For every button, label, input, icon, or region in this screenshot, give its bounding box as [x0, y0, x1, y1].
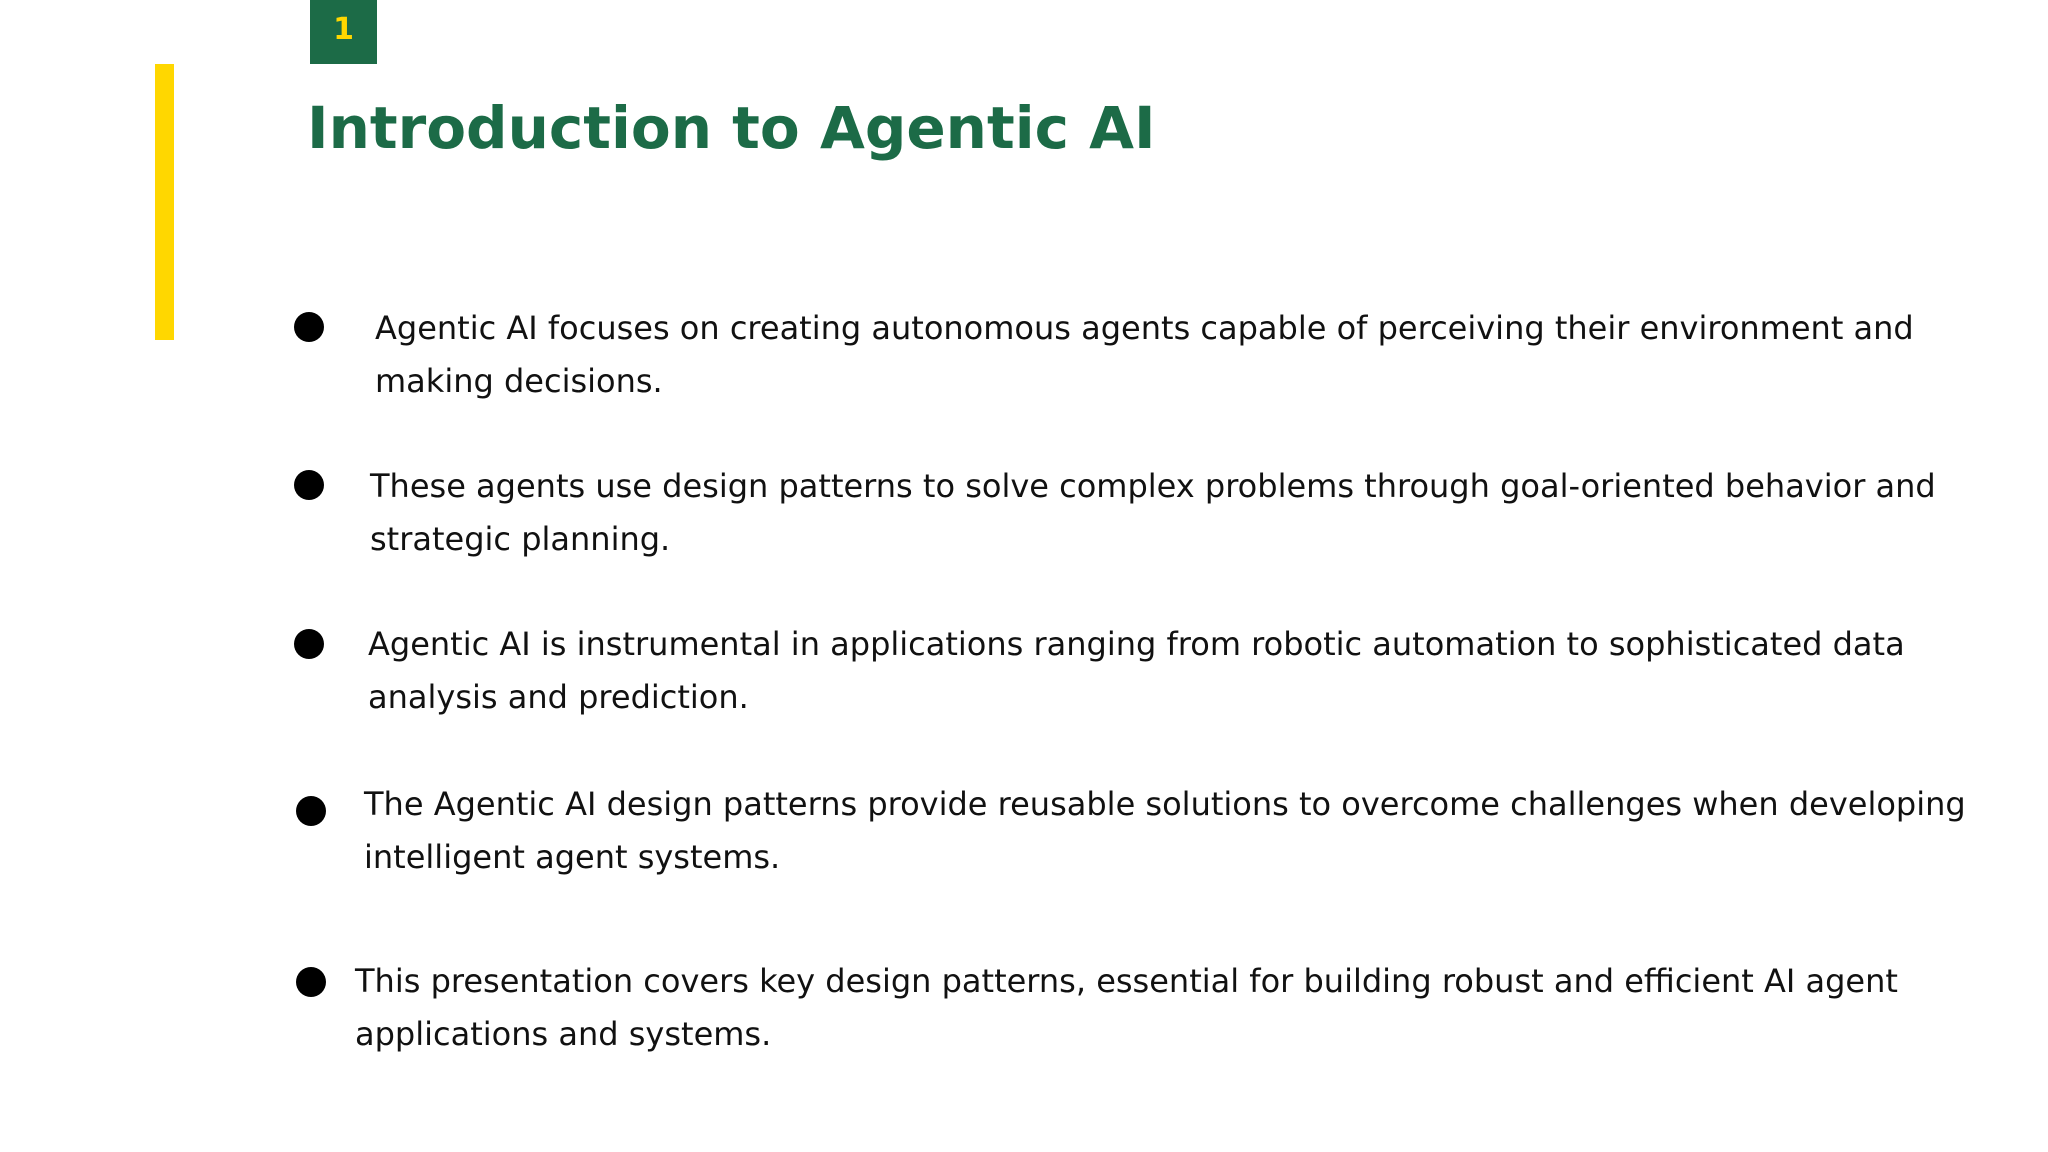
bullet-dot-icon — [296, 967, 326, 997]
bullet-text: Agentic AI focuses on creating autonomous agents capable of perceiving their environment and making decisions. — [375, 309, 1914, 400]
accent-bar — [155, 64, 174, 340]
bullet-item-2 — [0, 460, 2048, 570]
bullet-item-4 — [0, 778, 2048, 888]
bullet-dot-icon — [296, 796, 326, 826]
bullet-item-5 — [0, 955, 2048, 1065]
bullet-item-1 — [0, 302, 2048, 412]
slide-title: Introduction to Agentic AI — [307, 94, 1156, 162]
bullet-text: Agentic AI is instrumental in applications ranging from robotic automation to sophisticated data analysis and prediction. — [368, 625, 1905, 716]
bullet-item-3 — [0, 618, 2048, 728]
slide-number-badge — [310, 0, 377, 64]
bullet-text: These agents use design patterns to solve complex problems through goal-oriented behavior and strategic planning. — [370, 467, 1936, 558]
bullet-dot-icon — [294, 470, 324, 500]
bullet-text: The Agentic AI design patterns provide reusable solutions to overcome challenges when developing intelligent agent systems. — [364, 785, 1966, 876]
bullet-dot-icon — [294, 312, 324, 342]
bullet-dot-icon — [294, 629, 324, 659]
slide-number: 1 — [333, 12, 354, 47]
bullet-text: This presentation covers key design patterns, essential for building robust and efficient AI agent applications and systems. — [355, 962, 1898, 1053]
